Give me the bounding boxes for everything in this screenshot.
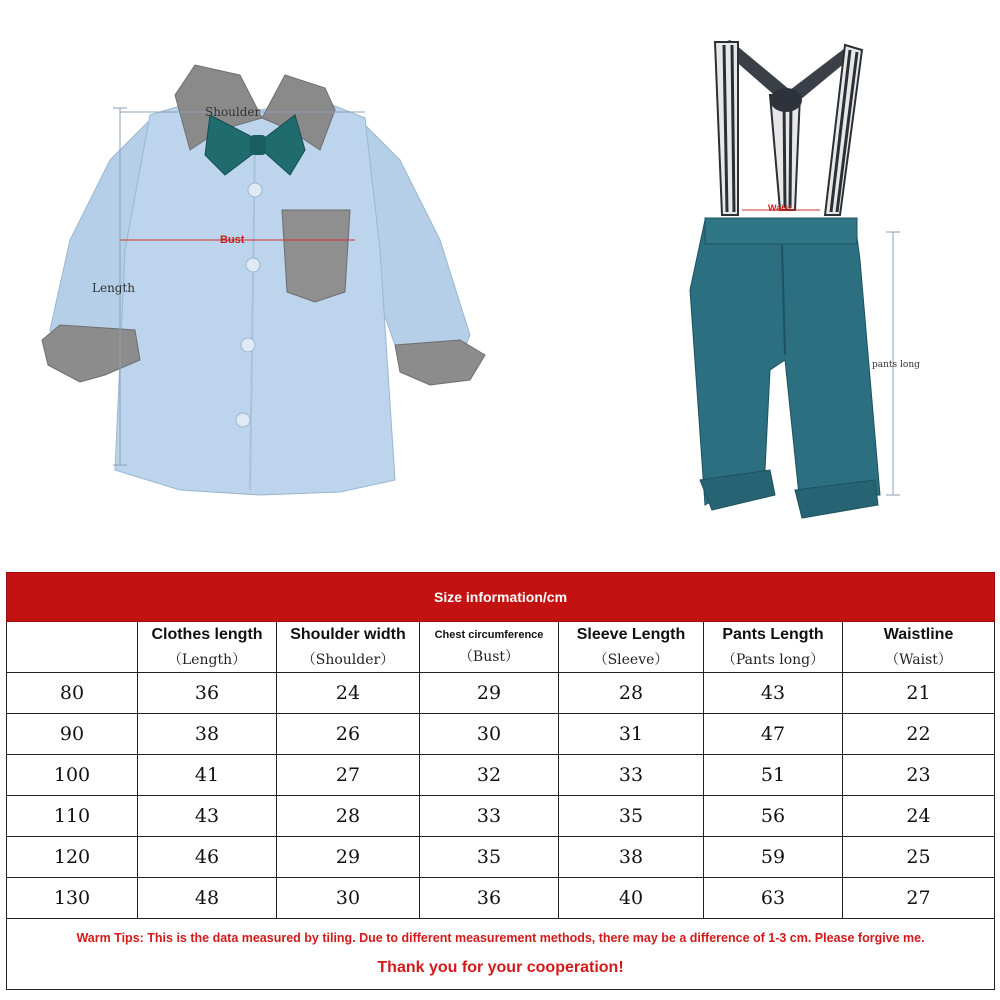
column-header-label: Chest circumference bbox=[434, 628, 544, 641]
warm-tips: Warm Tips: This is the data measured by tiling. Due to different measurement methods, there may be a difference of 1-3 cm. Please forgive me. bbox=[76, 931, 925, 945]
column-header-sub: （Shoulder） bbox=[301, 651, 395, 668]
size-cell: 100 bbox=[7, 755, 138, 796]
table-cell: 56 bbox=[704, 796, 843, 837]
table-cell: 22 bbox=[843, 714, 995, 755]
table-cell: 38 bbox=[138, 714, 277, 755]
table-cell: 59 bbox=[704, 837, 843, 878]
table-cell: 35 bbox=[559, 796, 704, 837]
column-header bbox=[7, 622, 138, 673]
table-row bbox=[7, 755, 995, 796]
length-label: Length bbox=[92, 281, 136, 295]
table-cell: 40 bbox=[559, 878, 704, 919]
table-footer bbox=[7, 919, 995, 990]
size-cell: 130 bbox=[7, 878, 138, 919]
table-row bbox=[7, 673, 995, 714]
column-header bbox=[277, 622, 420, 673]
table-cell: 21 bbox=[843, 673, 995, 714]
pants-long-label: pants long bbox=[872, 360, 920, 370]
bust-label: Bust bbox=[220, 234, 245, 246]
table-cell: 25 bbox=[843, 837, 995, 878]
column-header bbox=[420, 622, 559, 673]
table-title-row bbox=[7, 573, 995, 622]
table-cell: 43 bbox=[138, 796, 277, 837]
column-header-sub: （Length） bbox=[167, 651, 247, 668]
table-row bbox=[7, 796, 995, 837]
table-cell: 31 bbox=[559, 714, 704, 755]
table-cell: 32 bbox=[420, 755, 559, 796]
table-cell: 63 bbox=[704, 878, 843, 919]
table-cell: 24 bbox=[277, 673, 420, 714]
size-cell: 80 bbox=[7, 673, 138, 714]
table-cell: 35 bbox=[420, 837, 559, 878]
size-table bbox=[6, 572, 995, 990]
table-cell: 27 bbox=[843, 878, 995, 919]
table-cell: 46 bbox=[138, 837, 277, 878]
waist-label: Waist bbox=[768, 203, 792, 213]
table-cell: 43 bbox=[704, 673, 843, 714]
shirt-image bbox=[42, 65, 485, 495]
table-cell: 47 bbox=[704, 714, 843, 755]
table-cell: 23 bbox=[843, 755, 995, 796]
column-header bbox=[559, 622, 704, 673]
table-cell: 51 bbox=[704, 755, 843, 796]
table-row bbox=[7, 837, 995, 878]
column-header-label: Sleeve Length bbox=[576, 625, 686, 643]
column-header-label: Shoulder width bbox=[290, 625, 406, 643]
column-header-sub: （Pants long） bbox=[721, 651, 825, 668]
table-cell: 28 bbox=[559, 673, 704, 714]
table-cell: 48 bbox=[138, 878, 277, 919]
shoulder-label: Shoulder bbox=[205, 105, 261, 119]
table-cell: 33 bbox=[559, 755, 704, 796]
size-cell: 110 bbox=[7, 796, 138, 837]
table-cell: 36 bbox=[420, 878, 559, 919]
column-header-label: Clothes length bbox=[151, 625, 263, 643]
table-cell: 29 bbox=[277, 837, 420, 878]
table-title: Size information/cm bbox=[7, 573, 995, 622]
table-cell: 27 bbox=[277, 755, 420, 796]
pants-image bbox=[690, 40, 900, 518]
table-row bbox=[7, 714, 995, 755]
column-header-label: Pants Length bbox=[722, 625, 824, 643]
table-cell: 36 bbox=[138, 673, 277, 714]
column-header bbox=[138, 622, 277, 673]
table-cell: 29 bbox=[420, 673, 559, 714]
table-cell: 41 bbox=[138, 755, 277, 796]
size-cell: 120 bbox=[7, 837, 138, 878]
table-cell: 24 bbox=[843, 796, 995, 837]
column-header-sub: （Waist） bbox=[885, 651, 952, 668]
table-cell: 33 bbox=[420, 796, 559, 837]
table-header-row bbox=[7, 622, 995, 673]
column-header bbox=[843, 622, 995, 673]
column-header bbox=[704, 622, 843, 673]
thanks-message: Thank you for your cooperation! bbox=[377, 959, 624, 976]
table-cell: 28 bbox=[277, 796, 420, 837]
column-header-sub: （Sleeve） bbox=[593, 651, 669, 668]
table-row bbox=[7, 878, 995, 919]
table-cell: 26 bbox=[277, 714, 420, 755]
table-cell: 30 bbox=[420, 714, 559, 755]
table-body bbox=[7, 673, 995, 919]
table-cell: 38 bbox=[559, 837, 704, 878]
table-cell: 30 bbox=[277, 878, 420, 919]
column-header-sub: （Bust） bbox=[458, 648, 520, 665]
column-header-label: Waistline bbox=[883, 625, 954, 643]
size-cell: 90 bbox=[7, 714, 138, 755]
